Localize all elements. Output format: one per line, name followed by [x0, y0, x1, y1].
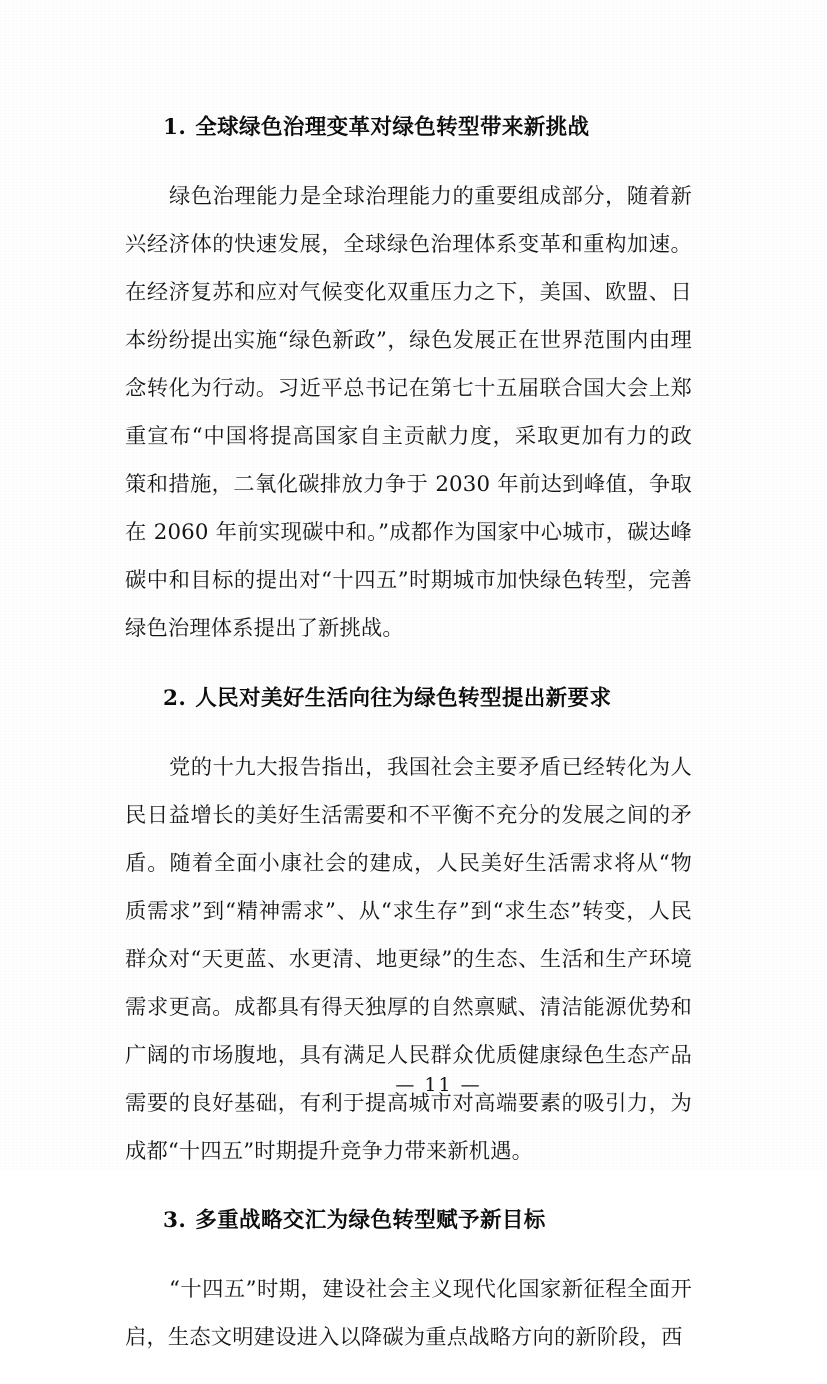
page-footer	[0, 1074, 827, 1096]
page-number: — 11 —	[395, 1074, 482, 1096]
section-heading-2	[125, 675, 692, 723]
section-number-3: 3.	[163, 1208, 187, 1234]
text-column	[125, 104, 692, 1384]
section-heading-text-3: 多重战略交汇为绿色转型赋予新目标	[195, 1208, 546, 1234]
section-paragraph-2: 党的十九大报告指出，我国社会主要矛盾已经转化为人民日益增长的美好生活需要和不平衡不充分的发展之间的矛盾。随着全面小康社会的建成，人民美好生活需求将从“物质需求”到“精神需求”、从“求生存”到“求生态”转变，人民群众对“天更蓝、水更清、地更绿”的生态、生活和生产环境需求更高。成都具有得天独厚的自然禀赋、清洁能源优势和广阔的市场腹地，具有满足人民群众优质健康绿色生态产品需要的良好基础，有利于提高城市对高端要素的吸引力，为成都“十四五”时期提升竞争力带来新机遇。	[125, 754, 692, 1164]
section-heading-3	[125, 1197, 692, 1245]
section-heading-1	[125, 104, 692, 152]
section-heading-text-2: 人民对美好生活向往为绿色转型提出新要求	[195, 685, 612, 711]
section-paragraph-1: 绿色治理能力是全球治理能力的重要组成部分，随着新兴经济体的快速发展，全球绿色治理体系变革和重构加速。在经济复苏和应对气候变化双重压力之下，美国、欧盟、日本纷纷提出实施“绿色新政”，绿色发展正在世界范围内由理念转化为行动。习近平总书记在第七十五届联合国大会上郑重宣布“中国将提高国家自主贡献力度，采取更加有力的政策和措施，二氧化碳排放力争于 2030 年前达到峰值，争取在 2060 年前实现碳中和。”成都作为国家中心城市，碳达峰碳中和目标的提出对“十四五”时期城市加快绿色转型，完善绿色治理体系提出了新挑战。	[125, 184, 692, 642]
section-heading-text-1: 全球绿色治理变革对绿色转型带来新挑战	[195, 115, 590, 140]
section-number-1: 1.	[163, 115, 187, 140]
section-number-2: 2.	[163, 685, 187, 711]
section-paragraph-3: “十四五”时期，建设社会主义现代化国家新征程全面开启，生态文明建设进入以降碳为重点战略方向的新阶段，西	[125, 1277, 692, 1351]
